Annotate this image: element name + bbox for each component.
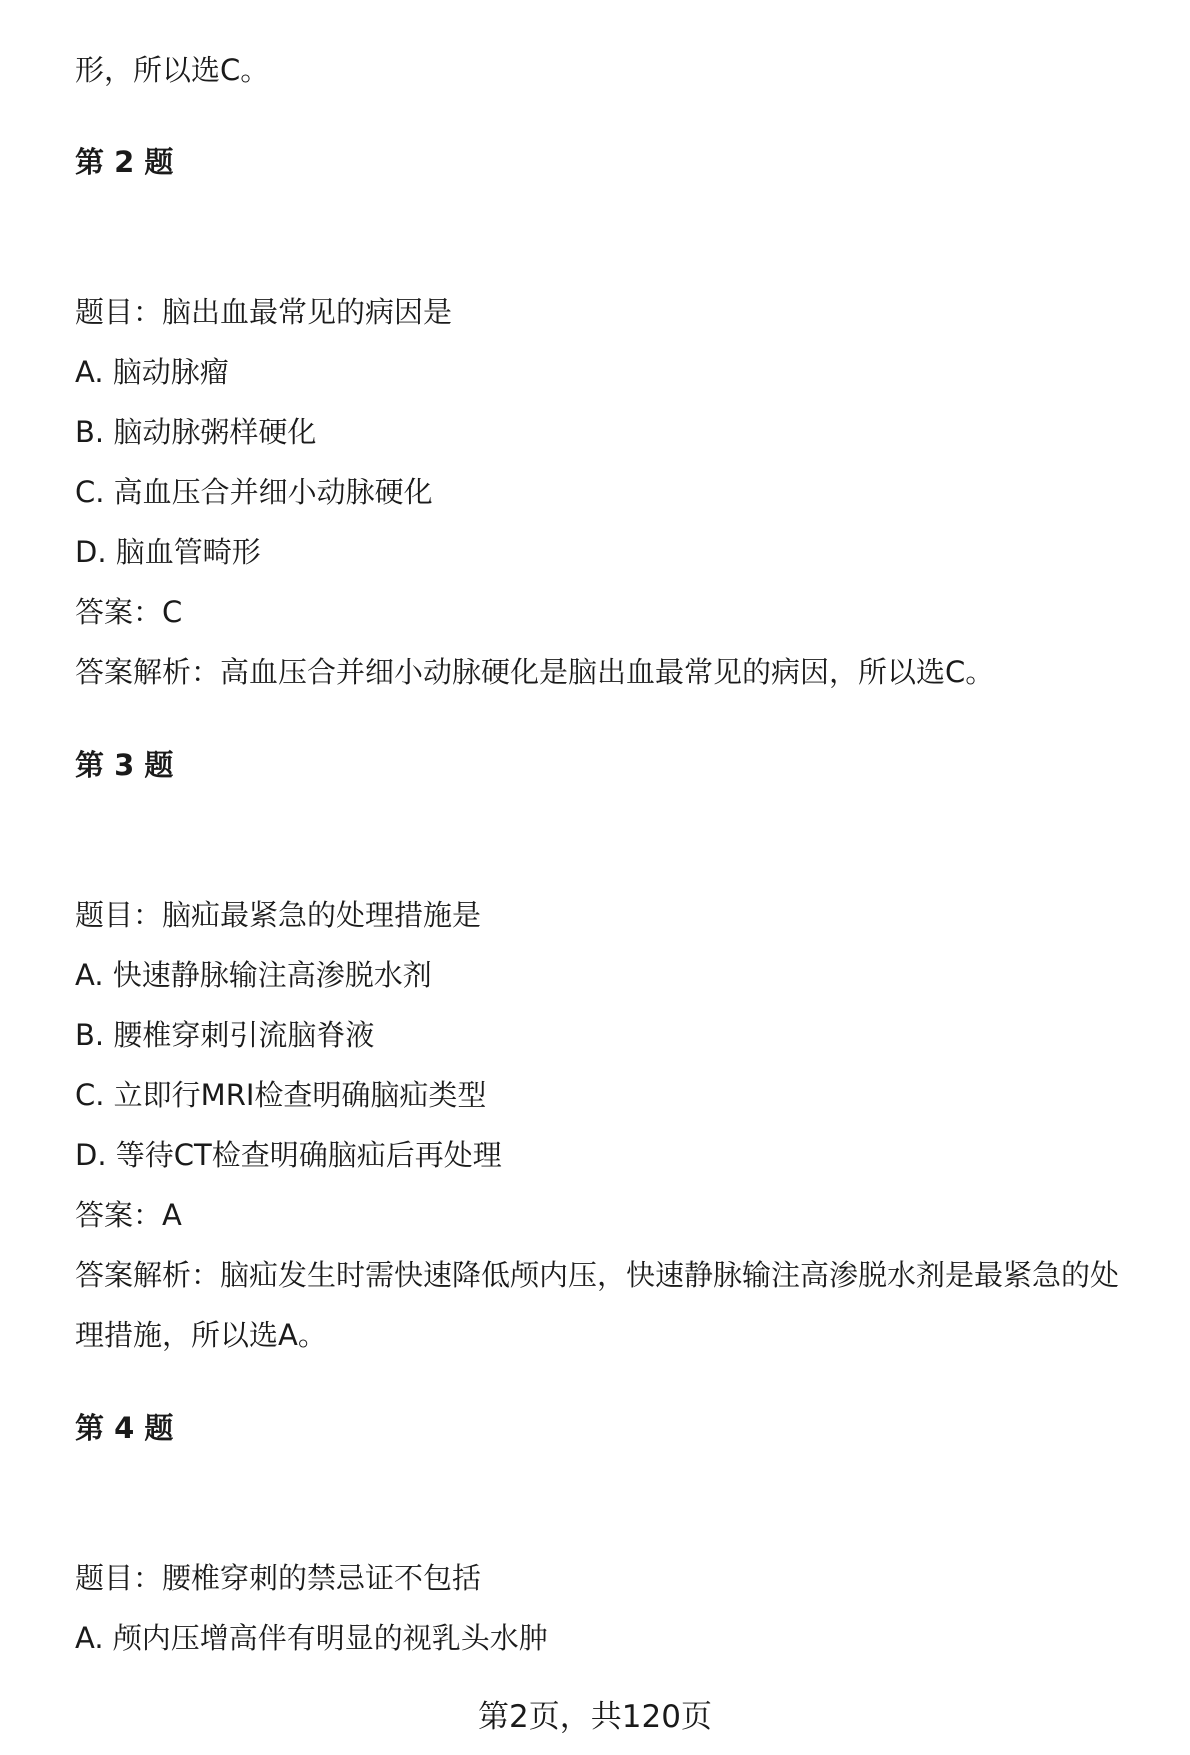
question-2-option-c: C. 高血压合并细小动脉硬化 (75, 475, 433, 509)
question-3-option-d: D. 等待CT检查明确脑疝后再处理 (75, 1138, 502, 1172)
question-4-heading: 第 4 题 (75, 1411, 174, 1445)
question-4-text: 题目：腰椎穿刺的禁忌证不包括 (75, 1561, 482, 1595)
question-2-text: 题目：脑出血最常见的病因是 (75, 295, 453, 329)
question-2-heading: 第 2 题 (75, 145, 174, 179)
question-3-text: 题目：脑疝最紧急的处理措施是 (75, 898, 482, 932)
question-3-analysis-line-1: 答案解析：脑疝发生时需快速降低颅内压，快速静脉输注高渗脱水剂是最紧急的处 (75, 1258, 1120, 1292)
question-3-heading: 第 3 题 (75, 748, 174, 782)
question-3-option-a: A. 快速静脉输注高渗脱水剂 (75, 958, 432, 992)
question-2-analysis: 答案解析：高血压合并细小动脉硬化是脑出血最常见的病因，所以选C。 (75, 655, 995, 689)
question-3-option-c: C. 立即行MRI检查明确脑疝类型 (75, 1078, 487, 1112)
question-3-answer: 答案：A (75, 1198, 182, 1232)
question-2-option-b: B. 脑动脉粥样硬化 (75, 415, 317, 449)
question-2-answer: 答案：C (75, 595, 183, 629)
question-4-option-a: A. 颅内压增高伴有明显的视乳头水肿 (75, 1621, 548, 1655)
question-3-analysis-line-2: 理措施，所以选A。 (75, 1318, 327, 1352)
carryover-text: 形，所以选C。 (75, 53, 270, 87)
question-2-option-d: D. 脑血管畸形 (75, 535, 261, 569)
question-3-option-b: B. 腰椎穿刺引流脑脊液 (75, 1018, 375, 1052)
page-number-footer: 第2页，共120页 (478, 1699, 712, 1735)
question-2-option-a: A. 脑动脉瘤 (75, 355, 229, 389)
